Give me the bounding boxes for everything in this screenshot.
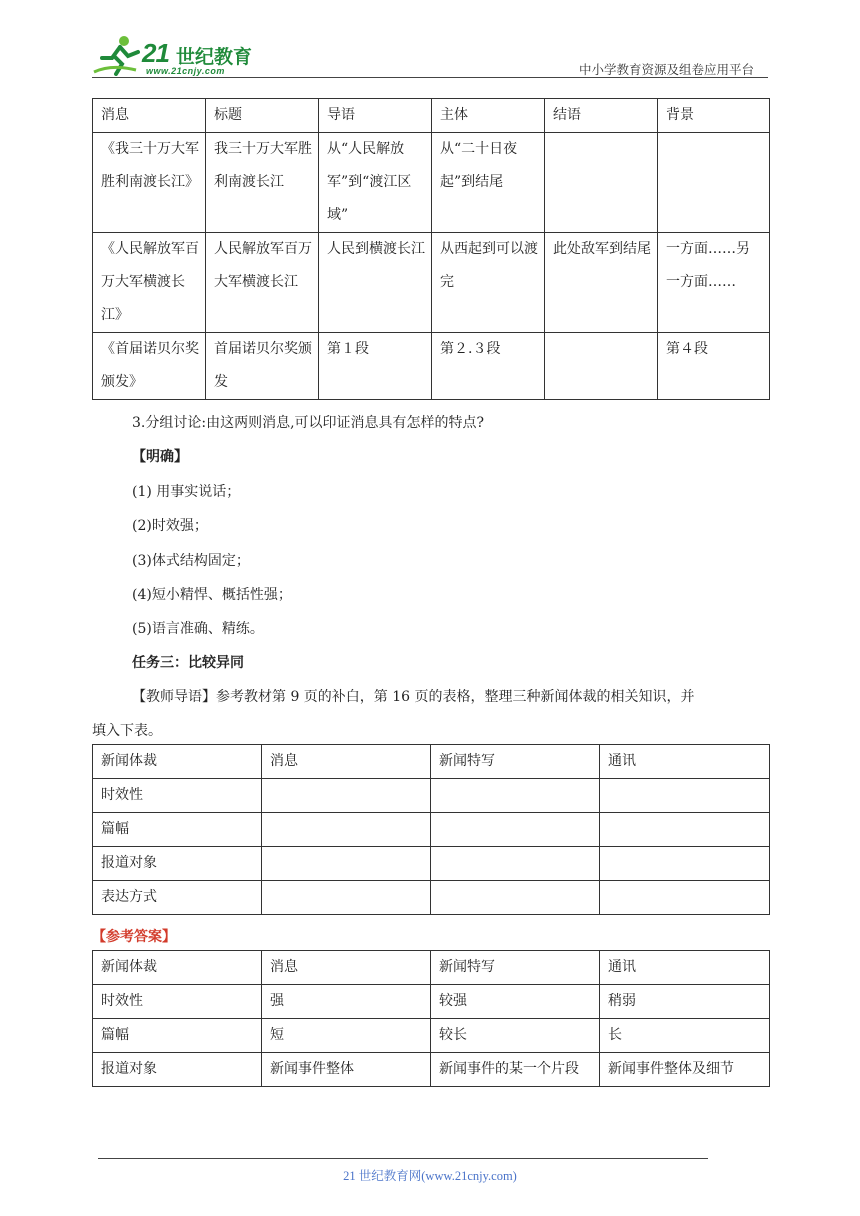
table-header-cell: 通讯 [600, 951, 770, 985]
table-cell [658, 133, 770, 233]
table-header-cell: 消息 [262, 745, 431, 779]
site-logo[interactable] [92, 32, 272, 78]
logo-text: 世纪教育 [176, 46, 253, 68]
header-divider [92, 77, 768, 78]
table-cell: 第２.３段 [432, 333, 545, 400]
discussion-question: 3.分组讨论:由这两则消息,可以印证消息具有怎样的特点? [132, 415, 485, 431]
table-cell: 从“人民解放军”到“渡江区域” [319, 133, 432, 233]
table-cell [545, 133, 658, 233]
table-cell: 第１段 [319, 333, 432, 400]
table-cell: 一方面……另一方面…… [658, 233, 770, 333]
table-row [93, 847, 770, 881]
table-cell: 首届诺贝尔奖颁发 [206, 333, 319, 400]
table-header-cell: 消息 [93, 99, 206, 133]
table-cell [545, 333, 658, 400]
footer-divider [98, 1158, 708, 1159]
table-cell[interactable] [431, 881, 600, 915]
table-cell: 短 [262, 1019, 431, 1053]
table-cell[interactable] [600, 779, 770, 813]
table-cell[interactable] [431, 779, 600, 813]
table-header-cell: 新闻特写 [431, 951, 600, 985]
news-structure-table [92, 98, 770, 400]
point-item: (3)体式结构固定； [132, 553, 250, 569]
table-cell[interactable] [600, 813, 770, 847]
table-cell: 人民解放军百万大军横渡长江 [206, 233, 319, 333]
point-item: (1) 用事实说话； [132, 484, 241, 500]
table-cell[interactable] [262, 847, 431, 881]
table-header-cell: 标题 [206, 99, 319, 133]
table-row [93, 813, 770, 847]
table-cell: 长 [600, 1019, 770, 1053]
runner-logo-icon [92, 34, 144, 76]
table-cell: 《首届诺贝尔奖颁发》 [93, 333, 206, 400]
table-header-cell: 导语 [319, 99, 432, 133]
table-cell: 较长 [431, 1019, 600, 1053]
table-cell[interactable] [431, 847, 600, 881]
table-header-cell: 新闻体裁 [93, 745, 262, 779]
table-row [93, 333, 770, 400]
table-cell: 《我三十万大军胜利南渡长江》 [93, 133, 206, 233]
table-cell: 时效性 [93, 779, 262, 813]
task-heading: 任务三：比较异同 [132, 655, 244, 671]
table-row [93, 133, 770, 233]
table-cell: 此处敌军到结尾 [545, 233, 658, 333]
logo-url: www.21cnjy.com [146, 66, 225, 76]
table-header-cell: 新闻特写 [431, 745, 600, 779]
table-row [93, 1019, 770, 1053]
table-cell: 强 [262, 985, 431, 1019]
table-cell: 人民到横渡长江 [319, 233, 432, 333]
table-cell: 从“二十日夜起”到结尾 [432, 133, 545, 233]
table-cell: 较强 [431, 985, 600, 1019]
table-header-cell: 主体 [432, 99, 545, 133]
table-cell: 第４段 [658, 333, 770, 400]
table-cell: 新闻事件的某一个片段 [431, 1053, 600, 1087]
table-header-row [93, 951, 770, 985]
table-cell: 我三十万大军胜利南渡长江 [206, 133, 319, 233]
page-header [92, 32, 768, 78]
teacher-guide-continued: 填入下表。 [92, 723, 162, 739]
table-header-cell: 消息 [262, 951, 431, 985]
platform-title: 中小学教育资源及组卷应用平台 [578, 62, 754, 77]
table-header-cell: 通讯 [600, 745, 770, 779]
table-header-cell: 背景 [658, 99, 770, 133]
table-cell[interactable] [262, 813, 431, 847]
table-cell: 从西起到可以渡完 [432, 233, 545, 333]
table-row [93, 779, 770, 813]
answer-label: 【参考答案】 [92, 929, 176, 945]
table-row [93, 233, 770, 333]
table-cell: 报道对象 [93, 847, 262, 881]
teacher-guide: 【教师导语】参考教材第 9 页的补白，第 16 页的表格，整理三种新闻体裁的相关知识，并 [132, 689, 695, 705]
table-cell: 篇幅 [93, 813, 262, 847]
table-cell: 新闻事件整体 [262, 1053, 431, 1087]
table-cell: 篇幅 [93, 1019, 262, 1053]
answer-table [92, 950, 770, 1087]
table-header-row [93, 745, 770, 779]
table-cell: 报道对象 [93, 1053, 262, 1087]
table-row [93, 881, 770, 915]
table-cell[interactable] [600, 881, 770, 915]
genre-comparison-table [92, 744, 770, 915]
table-cell: 《人民解放军百万大军横渡长江》 [93, 233, 206, 333]
point-item: (4)短小精悍、概括性强； [132, 587, 292, 603]
table-header-cell: 结语 [545, 99, 658, 133]
footer-link[interactable]: 21 世纪教育网(www.21cnjy.com) [343, 1169, 517, 1183]
table-cell: 表达方式 [93, 881, 262, 915]
table-cell[interactable] [600, 847, 770, 881]
logo-number: 21 [142, 38, 169, 68]
table-cell: 稍弱 [600, 985, 770, 1019]
table-cell: 时效性 [93, 985, 262, 1019]
table-row [93, 985, 770, 1019]
point-item: (5)语言准确、精练。 [132, 621, 264, 637]
table-header-cell: 新闻体裁 [93, 951, 262, 985]
table-cell[interactable] [262, 779, 431, 813]
clarify-label: 【明确】 [132, 449, 188, 465]
table-row [93, 1053, 770, 1087]
table-cell[interactable] [431, 813, 600, 847]
table-cell: 新闻事件整体及细节 [600, 1053, 770, 1087]
table-header-row [93, 99, 770, 133]
point-item: (2)时效强； [132, 518, 208, 534]
table-cell[interactable] [262, 881, 431, 915]
